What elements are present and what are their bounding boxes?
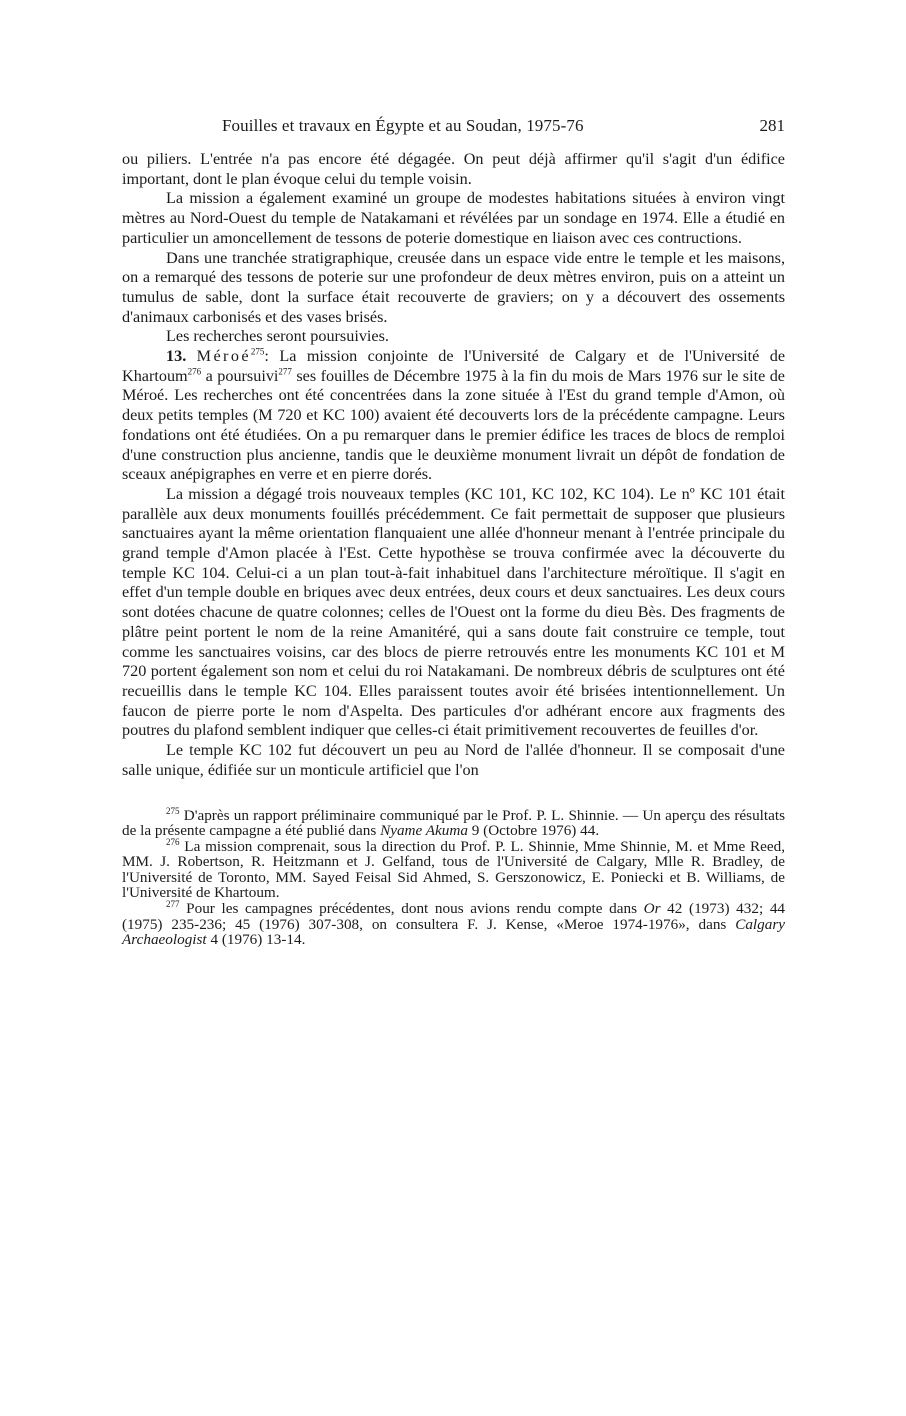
footnote-ref-277: 277 — [278, 366, 292, 377]
footnote-276 — [122, 836, 785, 902]
footnote-number: 276 — [166, 836, 180, 847]
footnote-text: Pour les campagnes précédentes, dont nous avions rendu compte dans — [179, 900, 644, 918]
footnote-tail: 4 (1976) 13-14. — [206, 931, 306, 949]
footnote-text: D'après un rapport préliminaire communiqué par le Prof. P. L. Shinnie. — Un aperçu des résultats de la présente campagne a été publié dans — [122, 806, 785, 840]
footnote-275 — [122, 805, 785, 840]
footnotes — [122, 805, 786, 949]
footnote-ref-275: 275 — [250, 346, 265, 357]
paragraph-2: La mission a également examiné un groupe de modestes habitations situées à environ vingt mètres au Nord-Ouest du temple de Natakamani et révélées par un sondage en 1974. Elle a étudié en particulier un amoncellement de tessons de poterie domestique en liaison avec ces contructions. — [122, 189, 785, 247]
footnote-tail: 9 (Octobre 1976) 44. — [467, 822, 600, 840]
paragraph-5-text-3: ses fouilles de Décembre 1975 à la fin du mois de Mars 1976 sur le site de Méroé. Les recherches ont été concentrées dans la zone située à l'Est du grand temple d'Amon, où deux petits temples (M 720 et KC 100) avaient été decouverts lors de la précédente campagne. Leurs fondations ont été étudiées. On a pu remarquer dans le premier édifice les traces de blocs de remploi d'une construction plus ancienne, tandis que le deuxième monument livrait un dépôt de fondation de sceaux anépigraphes en verre et en pierre dorés. — [122, 366, 785, 484]
paragraph-5 — [122, 347, 785, 485]
footnote-text: La mission comprenait, sous la direction du Prof. P. L. Shinnie, Mme Shinnie, M. et Mme Reed, MM. J. Robertson, R. Heitzmann et J. Gelfand, tous de l'Université de Calgary, Mlle R. Bradley, de l'Université de Toronto, MM. Sayed Feisal Sid Ahmed, S. Gerszonowicz, E. Poniecki et B. Williams, de l'Université de Khartoum. — [122, 837, 785, 902]
journal-title: Nyame Akuma — [380, 822, 468, 840]
footnote-number: 277 — [166, 899, 180, 909]
footnote-ref-276: 276 — [187, 366, 202, 377]
body-text — [122, 150, 785, 781]
footnote-number: 275 — [166, 805, 180, 816]
paragraph-5-text-2: a poursuivi — [201, 366, 279, 385]
journal-title: Calgary Archaeologist — [122, 915, 785, 949]
section-number: 13. — [166, 347, 187, 366]
footnote-277 — [122, 901, 785, 948]
running-header — [122, 116, 785, 140]
paragraph-7: Le temple KC 102 fut découvert un peu au Nord de l'allée d'honneur. Il se composait d'une salle unique, édifiée sur un monticule artificiel que l'on — [122, 741, 785, 779]
section-place: Méroé — [196, 347, 251, 366]
paragraph-5-text-1: : La mission conjointe de l'Université de Calgary et de l'Université de Khartoum — [122, 347, 786, 385]
footnote-mid: 42 (1973) 432; 44 (1975) 235-236; 45 (1976) 307-308, on consultera F. J. Kense, «Meroe 1974-1976», dans — [122, 900, 786, 933]
paragraph-4: Les recherches seront poursuivies. — [166, 327, 389, 346]
journal-title: Or — [643, 900, 661, 918]
page-number: 281 — [759, 116, 785, 135]
paragraph-3: Dans une tranchée stratigraphique, creusée dans un espace vide entre le temple et les maisons, on a remarqué des tessons de poterie sur une profondeur de deux mètres environ, puis on a atteint un tumulus de sable, dont la surface était recouverte de graviers; on y a découvert des ossements d'animaux carbonisés et des vases brisés. — [122, 248, 785, 326]
paragraph-6: La mission a dégagé trois nouveaux temples (KC 101, KC 102, KC 104). Le nº KC 101 était parallèle aux deux monuments fouillés précédemment. Ce fait permettait de supposer que plusieurs sanctuaires ayant la même orientation flanquaient une allée d'honneur menant à l'entrée principale du grand temple d'Amon placée à l'Est. Cette hypothèse se trouva confirmée avec la découverte du temple KC 104. Celui-ci a un plan tout-à-fait inhabituel dans l'architecture méroïtique. Il s'agit en effet d'un temple double en briques avec deux entrées, deux cours et deux sanctuaires. Les deux cours sont dotées chacune de quatre colonnes; celles de l'Ouest ont la forme du dieu Bès. Des fragments de plâtre peint portent le nom de la reine Amanitéré, qui a sans doute fait construire ce temple, tout comme les sanctuaires voisins, car des blocs de pierre retrouvés entre les monuments KC 101 et M 720 portent également son nom et celui du roi Natakamani. De nombreux débris de sculptures ont été recueillis dans le temple KC 104. Elles paraissent toutes avoir été brisées intentionnellement. Un faucon de pierre porte le nom d'Aspelta. Des particules d'or adhérant encore aux fragments des poutres du plafond semblent indiquer que celles-ci était primitivement recouvertes de feuilles d'or. — [122, 484, 785, 740]
document-page — [122, 116, 785, 948]
paragraph-1: ou piliers. L'entrée n'a pas encore été dégagée. On peut déjà affirmer qu'il s'agit d'un édifice important, dont le plan évoque celui du temple voisin. — [122, 150, 785, 188]
running-title: Fouilles et travaux en Égypte et au Soudan, 1975-76 — [222, 116, 584, 135]
